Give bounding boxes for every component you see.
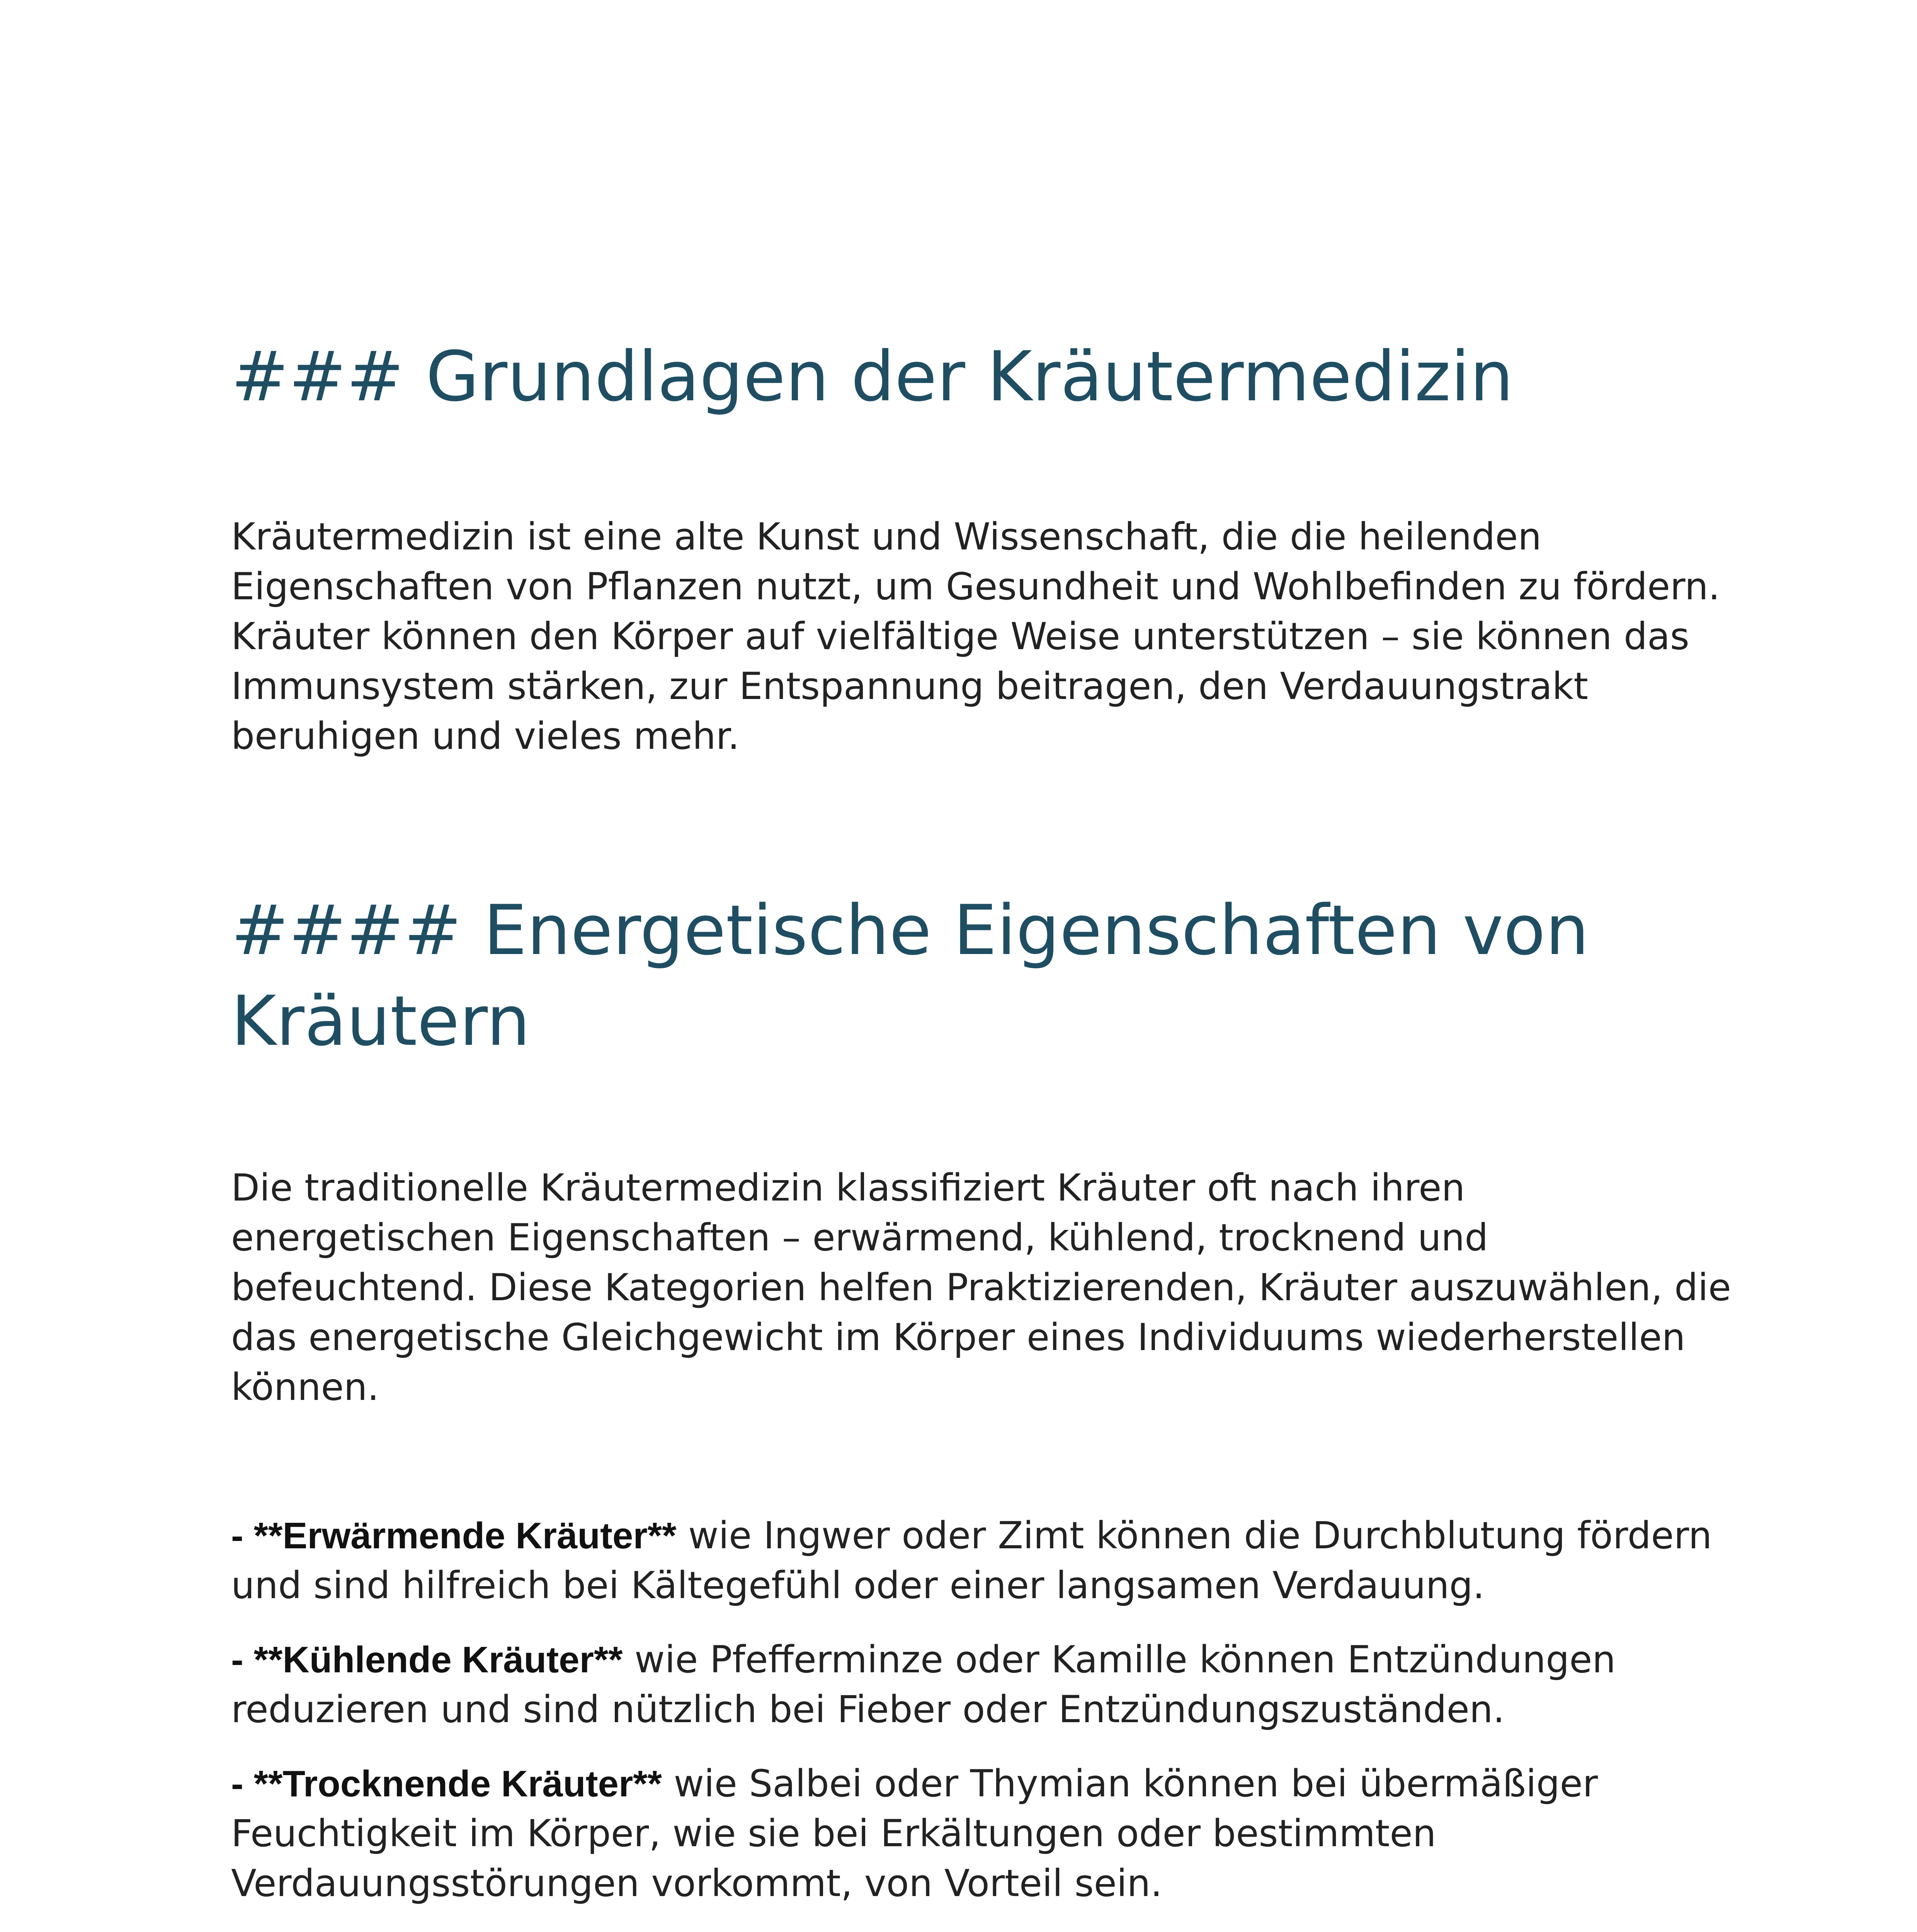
subsection-heading: #### Energetische Eigenschaften von Kräutern <box>231 890 1589 1061</box>
section-heading: ### Grundlagen der Kräutermedizin <box>231 337 1514 417</box>
energetics-paragraph: Die traditionelle Kräutermedizin klassifiziert Kräuter oft nach ihren energetischen Eigenschaften – erwärmend, kühlend, trocknend und befeuchtend. Diese Kategorien helfen Praktizierenden, Kräuter auszuwählen, die das energetische Gleichgewicht im Körper eines Individuums wiederherstellen können. <box>231 1166 1731 1409</box>
bullet-text: wie Ingwer oder Zimt können die Durchblutung fördern und sind hilfreich bei Kältegefühl oder einer langsamen Verdauung. <box>231 1514 1712 1607</box>
list-item-warming <box>231 1511 1738 1611</box>
intro-paragraph: Kräutermedizin ist eine alte Kunst und Wissenschaft, die die heilenden Eigenschaften von Pflanzen nutzt, um Gesundheit und Wohlbefinden zu fördern. Kräuter können den Körper auf vielfältige Weise unterstützen – sie können das Immunsystem stärken, zur Entspannung beitragen, den Verdauungstrakt beruhigen und vieles mehr. <box>231 515 1720 758</box>
bullet-lead: - **Erwärmende Kräuter** <box>231 1515 677 1556</box>
bullet-lead: - **Trocknende Kräuter** <box>231 1763 662 1804</box>
list-item-drying <box>231 1759 1738 1908</box>
list-item-cooling <box>231 1635 1738 1735</box>
bullet-text: wie Salbei oder Thymian können bei übermäßiger Feuchtigkeit im Körper, wie sie bei Erkältungen oder bestimmten Verdauungsstörungen vorkommt, von Vorteil sein. <box>231 1762 1598 1905</box>
herb-category-list <box>231 1511 1738 1932</box>
bullet-text: wie Pfefferminze oder Kamille können Entzündungen reduzieren und sind nützlich bei Fieber oder Entzündungszuständen. <box>231 1638 1616 1731</box>
bullet-lead: - **Kühlende Kräuter** <box>231 1639 623 1680</box>
